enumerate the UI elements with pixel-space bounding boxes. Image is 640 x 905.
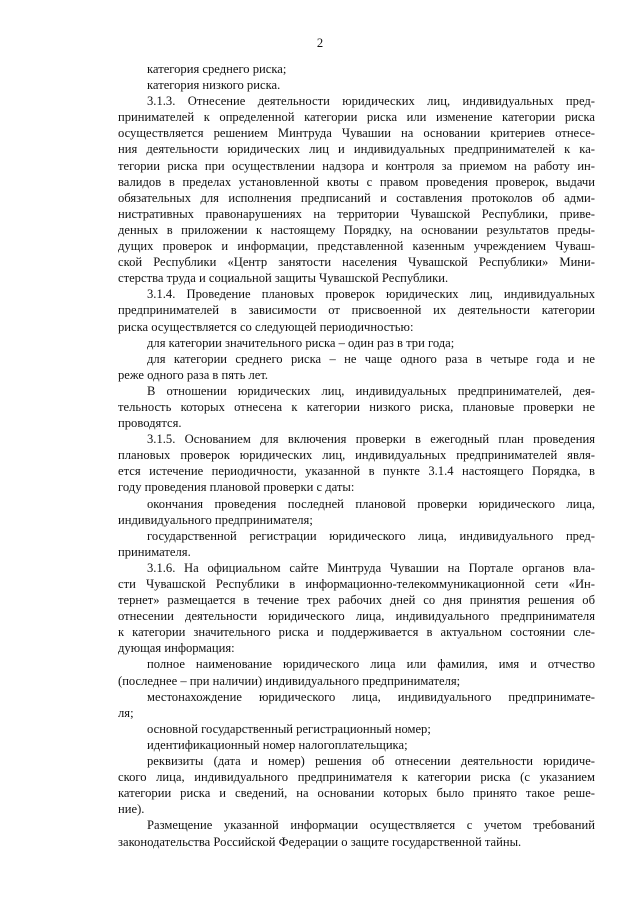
text-line: основной государственный регистрационный номер; — [147, 721, 431, 736]
text-line: для категории среднего риска – не чаще одного раза в четыре года и не — [147, 351, 595, 366]
text-line: законодательства Российской Федерации о защите государственной тайны. — [118, 834, 522, 849]
text-line: ского лица, индивидуального предпринимателя к категории риска (с указанием — [118, 770, 595, 785]
page-number: 2 — [316, 36, 324, 50]
text-line: 3.1.4. Проведение плановых проверок юридических лиц, индивидуальных — [147, 287, 595, 302]
text-line: 3.1.5. Основанием для включения проверки в ежегодный план проведения — [147, 432, 595, 447]
text-line: категория среднего риска; — [147, 62, 287, 76]
text-line: категории риска и сведений, на основании которых было принято такое реше- — [118, 786, 595, 801]
text-line: нистративных правонарушениях на территории Чувашской Республики, приве- — [118, 206, 595, 221]
text-line: реже одного раза в пять лет. — [118, 367, 269, 382]
text-line: реквизиты (дата и номер) решения об отнесении деятельности юридиче- — [147, 754, 595, 769]
text-line: предпринимателей в зависимости от присвоенной их деятельности категории — [118, 303, 595, 318]
text-line: ской Республики «Центр занятости населения Чувашской Республики» Мини- — [118, 255, 595, 270]
text-line: году проведения плановой проверки с даты: — [118, 480, 355, 495]
text-line: ля; — [118, 705, 134, 720]
text-line: дующая информация: — [118, 641, 235, 656]
text-line: (последнее – при наличии) индивидуального предпринимателя; — [118, 673, 461, 688]
text-line: принимателя. — [118, 544, 191, 559]
text-line: окончания проведения последней плановой проверки юридического лица, — [147, 496, 595, 511]
text-line: 3.1.6. На официальном сайте Минтруда Чувашии на Портале органов вла- — [147, 560, 595, 575]
text-line: тернет» размещается в течение трех рабочих дней со дня принятия решения об — [118, 593, 595, 608]
text-line: тельность которых отнесена к категории низкого риска, плановые проверки не — [118, 399, 595, 414]
text-line: государственной регистрации юридического лица, индивидуального пред- — [147, 528, 595, 543]
text-line: В отношении юридических лиц, индивидуальных предпринимателей, дея- — [147, 383, 595, 398]
text-line: принимателей к определенной категории риска или изменение категории риска — [118, 110, 595, 125]
text-line: для категории значительного риска – один раз в три года; — [147, 335, 455, 350]
text-line: денных в приложении к настоящему Порядку, на основании результатов преды- — [118, 222, 595, 237]
text-line: местонахождение юридического лица, индивидуального предпринимате- — [147, 689, 595, 704]
text-line: обязательных для исполнения предписаний и составления протоколов об адми- — [118, 190, 595, 205]
text-line: идентификационный номер налогоплательщика; — [147, 737, 408, 752]
text-line: полное наименование юридического лица или фамилия, имя и отчество — [147, 657, 595, 672]
text-line: индивидуального предпринимателя; — [118, 512, 313, 527]
text-line: ния деятельности юридических лиц и индивидуальных предпринимателей к ка- — [118, 142, 595, 157]
text-line: к категории значительного риска и поддерживается в актуальном состоянии сле- — [118, 625, 595, 640]
text-line: риска осуществляется со следующей периодичностью: — [118, 319, 414, 334]
body-text — [118, 61, 595, 850]
text-line: Размещение указанной информации осуществляется с учетом требований — [147, 818, 595, 833]
text-line: ние). — [118, 802, 145, 817]
text-line: проводятся. — [118, 416, 182, 431]
text-line: дущих проверок и информации, представленной казенным учреждением Чуваш- — [118, 239, 595, 254]
text-line: валидов в пределах установленной квоты с правом проведения проверок, выдачи — [118, 174, 595, 189]
text-line: плановых проверок юридических лиц, индивидуальных предпринимателей явля- — [118, 448, 595, 463]
text-line: 3.1.3. Отнесение деятельности юридических лиц, индивидуальных пред- — [147, 94, 595, 109]
text-line: категория низкого риска. — [147, 78, 281, 93]
text-line: ется истечение периодичности, указанной в пункте 3.1.4 настоящего Порядка, в — [118, 464, 595, 479]
text-line: стерства труда и социальной защиты Чувашской Республики. — [118, 271, 449, 286]
text-line: сти Чувашской Республики в информационно-телекоммуникационной сети «Ин- — [118, 577, 595, 591]
text-line: тегории риска при осуществлении надзора и контроля за приемом на работу ин- — [118, 158, 595, 173]
text-line: осуществляется решением Минтруда Чувашии на основании критериев отнесе- — [118, 126, 595, 141]
text-line: отнесении деятельности юридического лица, индивидуального предпринимателя — [118, 609, 595, 624]
